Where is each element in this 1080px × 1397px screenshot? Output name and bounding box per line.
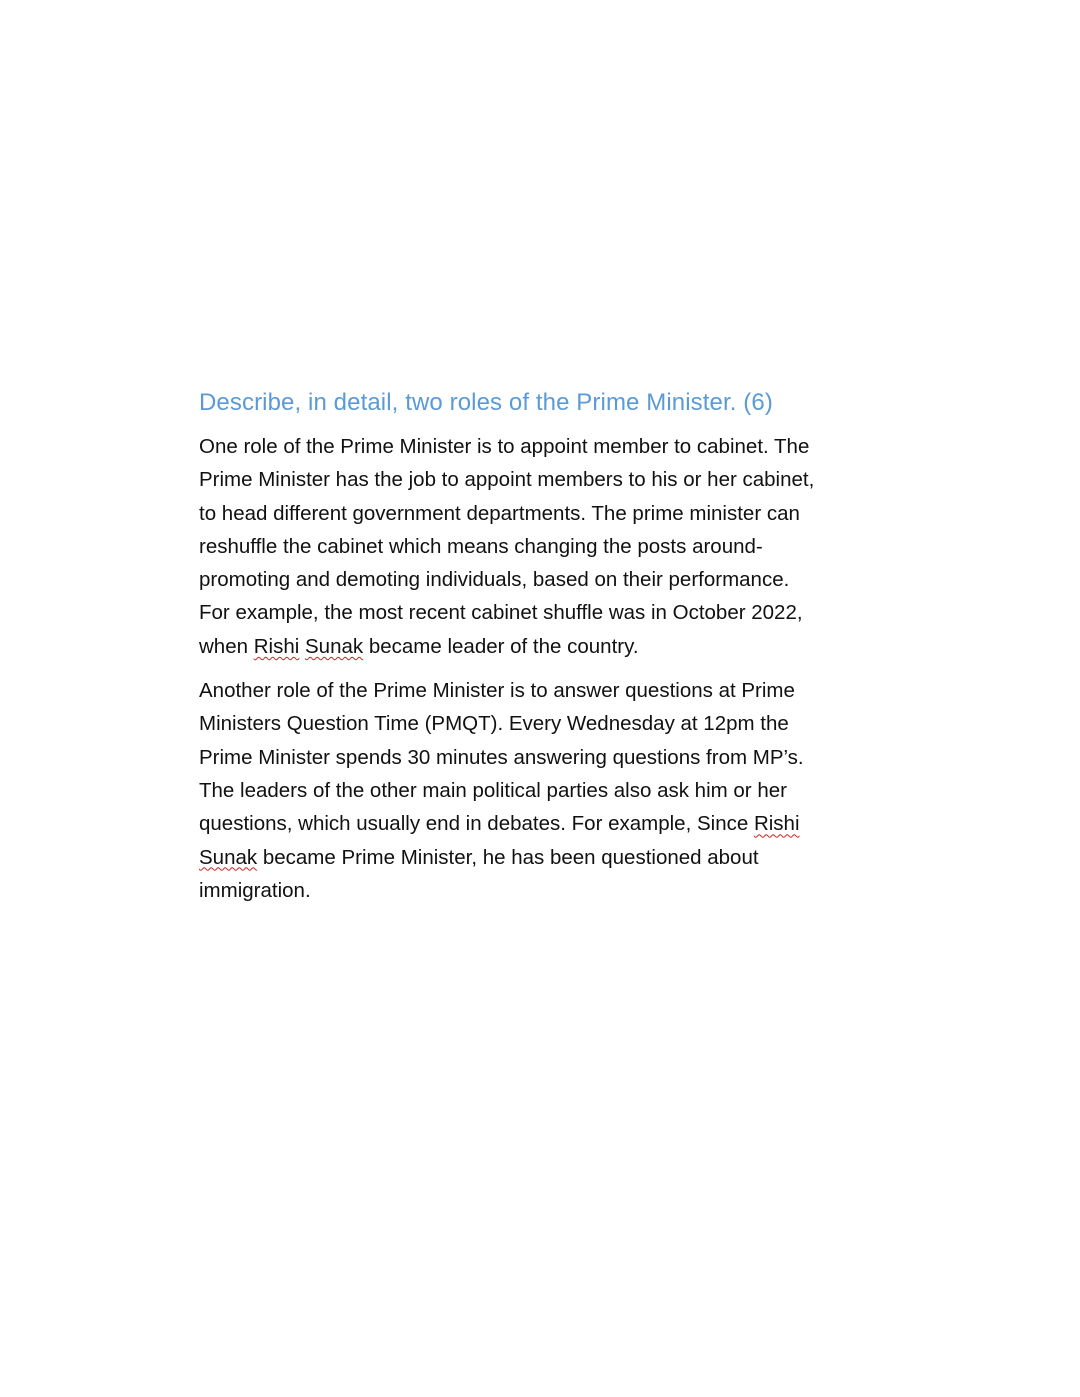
paragraph-role-pmqt — [199, 674, 899, 907]
text-line: to head different government departments. The prime minister can — [199, 501, 800, 525]
question-heading: Describe, in detail, two roles of the Prime Minister. (6) — [199, 389, 773, 416]
text-line: Another role of the Prime Minister is to answer questions at Prime — [199, 679, 795, 703]
text-line: One role of the Prime Minister is to appoint member to cabinet. The — [199, 435, 810, 458]
text-line — [199, 630, 899, 663]
text-segment: became leader of the country. — [363, 634, 639, 658]
text-line — [199, 841, 899, 874]
text-line: Prime Minister spends 30 minutes answering questions from MP’s. — [199, 745, 804, 769]
text-segment: questions, which usually end in debates. For example, Since — [199, 812, 754, 836]
spellcheck-flagged-word[interactable]: Sunak — [199, 845, 258, 869]
text-line — [199, 807, 899, 840]
text-line: reshuffle the cabinet which means changing the posts around- — [199, 534, 763, 558]
text-line: Prime Minister has the job to appoint members to his or her cabinet, — [199, 468, 815, 492]
spellcheck-flagged-word[interactable]: Rishi — [753, 812, 800, 836]
text-line: immigration. — [199, 878, 311, 902]
text-line: For example, the most recent cabinet shuffle was in October 2022, — [199, 601, 803, 625]
text-segment: became Prime Minister, he has been questioned about — [257, 845, 759, 869]
spellcheck-flagged-word[interactable]: Sunak — [305, 634, 364, 658]
spellcheck-flagged-word[interactable]: Rishi — [253, 634, 300, 658]
text-line: promoting and demoting individuals, based on their performance. — [199, 568, 790, 592]
paragraph-role-cabinet — [199, 430, 899, 663]
document-body — [199, 386, 899, 918]
text-segment: when — [199, 634, 254, 658]
text-line: The leaders of the other main political parties also ask him or her — [199, 778, 787, 802]
text-line: Ministers Question Time (PMQT). Every Wednesday at 12pm the — [199, 712, 789, 736]
